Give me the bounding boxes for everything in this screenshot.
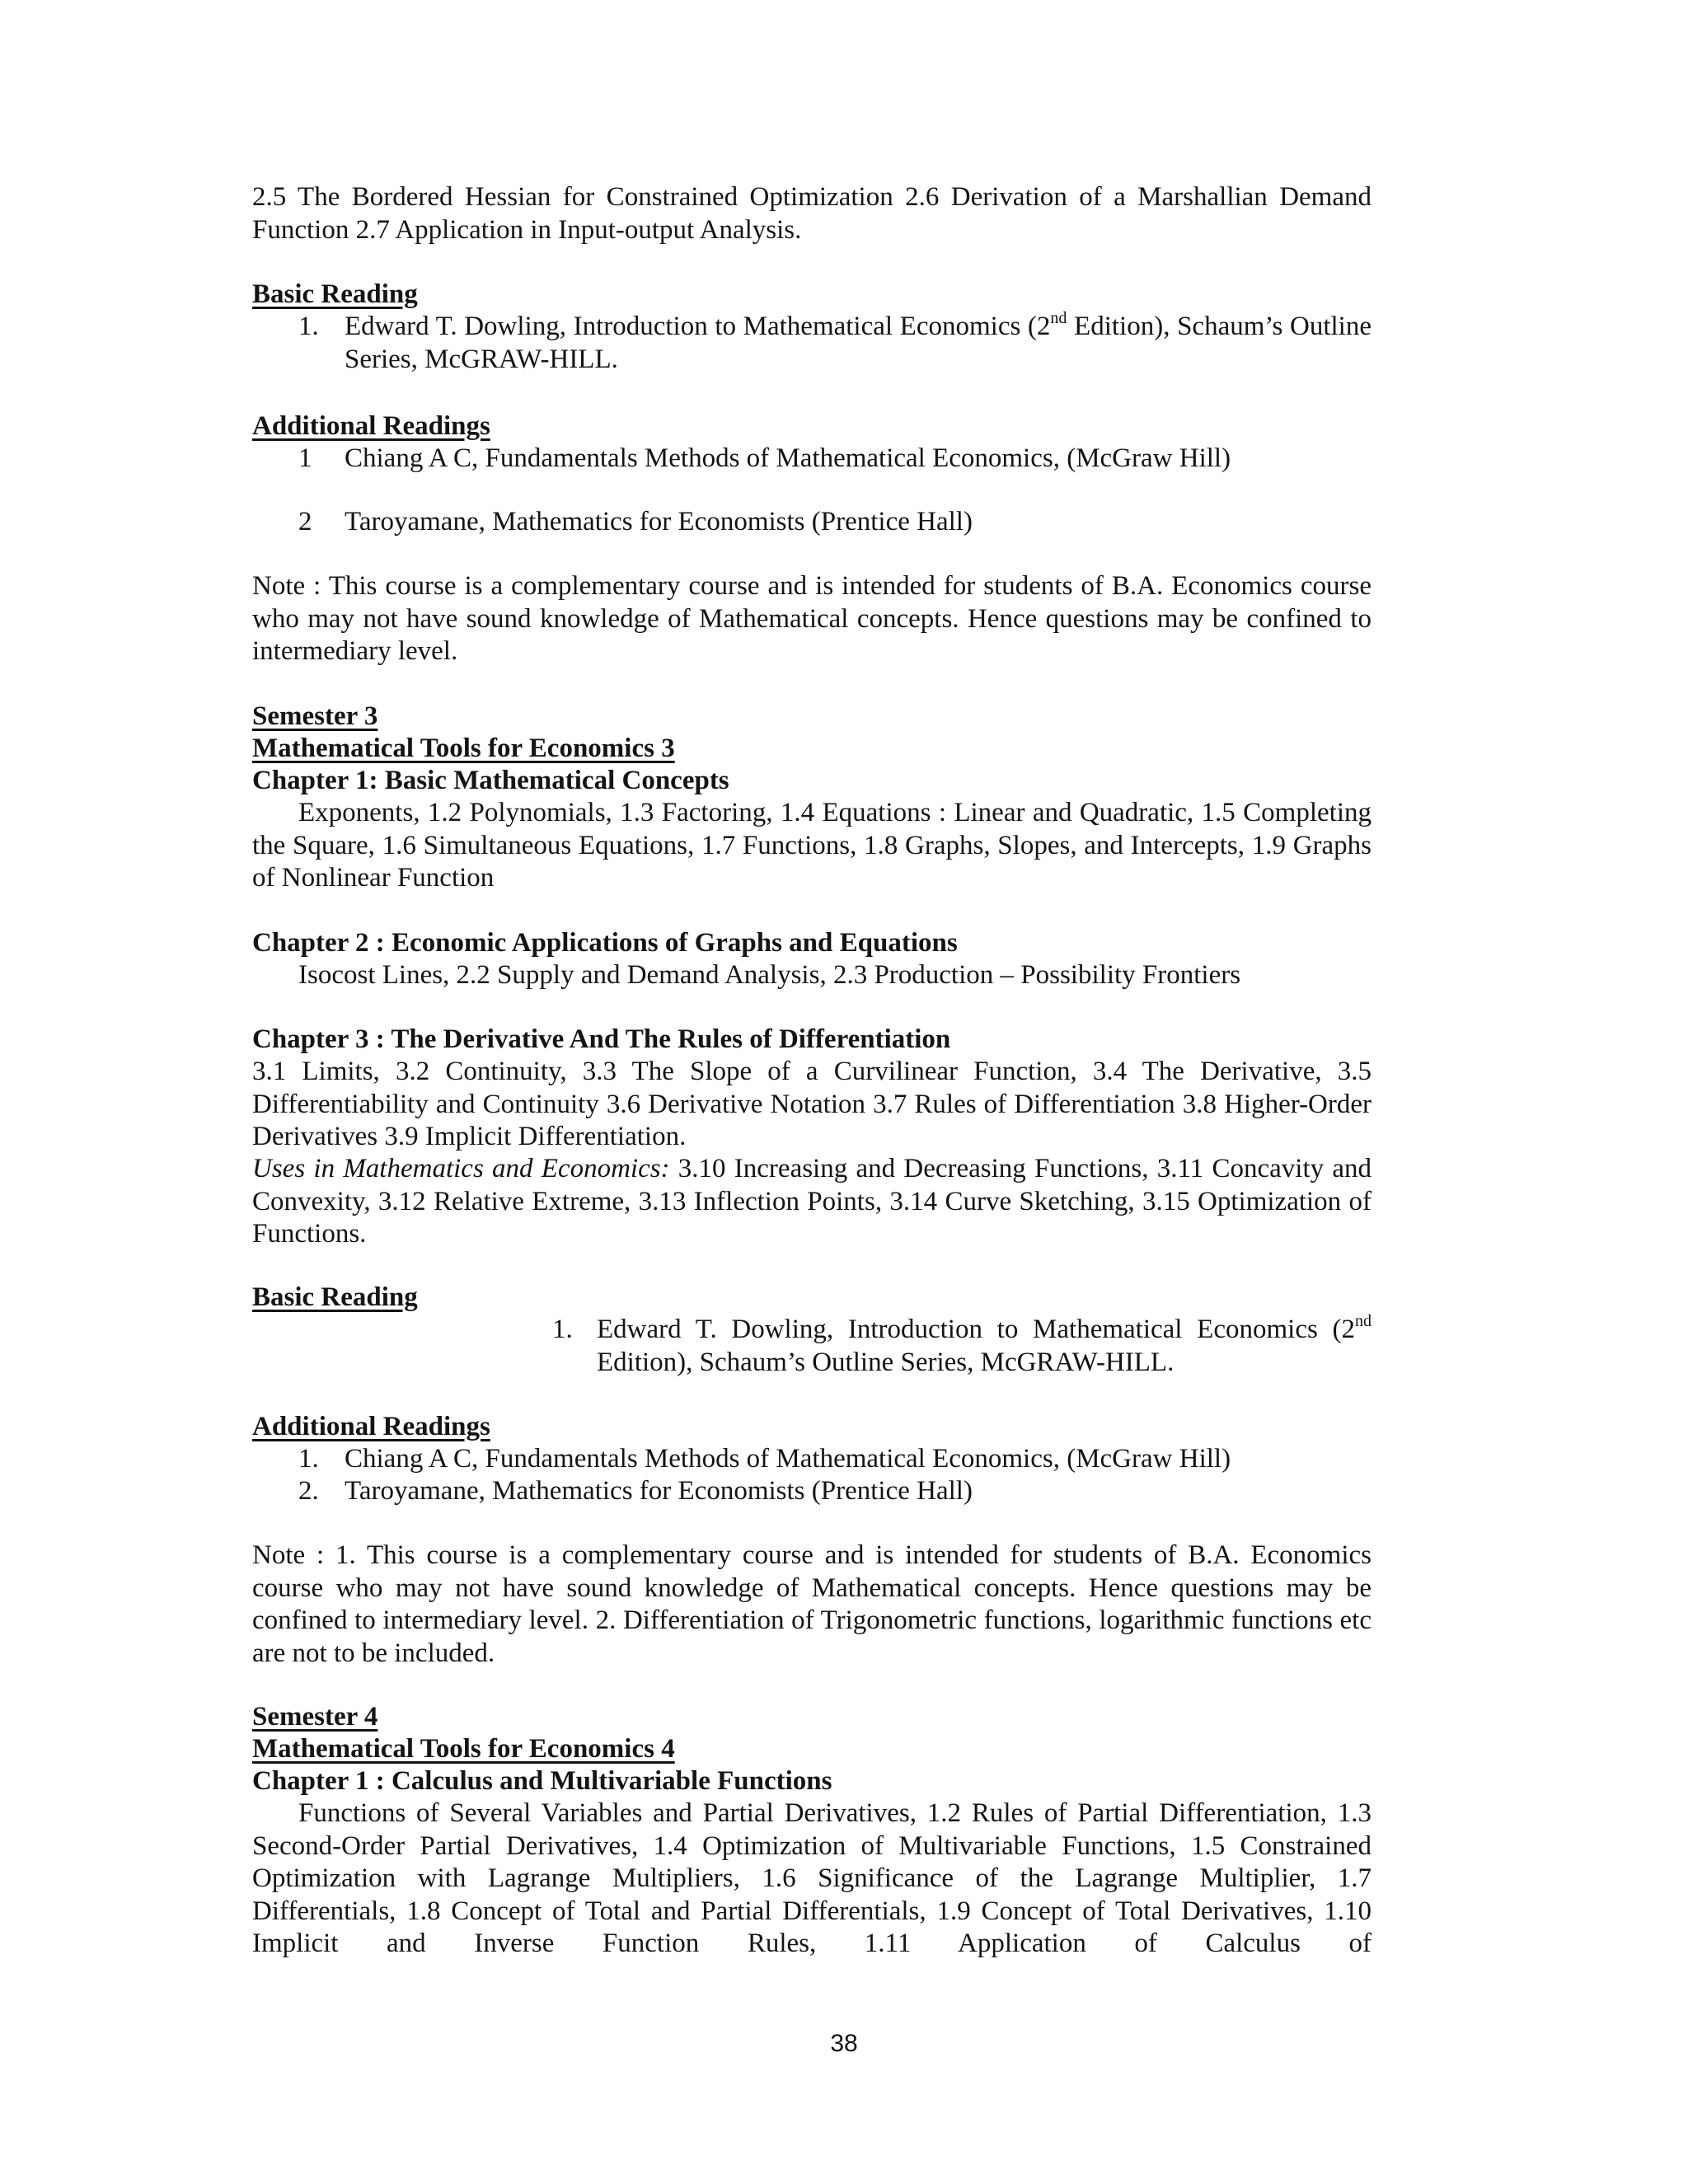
basic-reading-text-cont: Edition), Schaum’s Outline Series, McGRAW-HILL. [597,1347,1175,1377]
additional-readings-heading: Additional Readings [252,411,490,441]
additional-reading-item: Taroyamane, Mathematics for Economists (Prentice Hall) [345,1476,973,1506]
intro-paragraph: 2.5 The Bordered Hessian for Constrained Optimization 2.6 Derivation of a Marshallian Demand Function 2.7 Application in Input-output Analysis. [252,182,1372,245]
additional-reading-number: 1. [298,1444,319,1474]
chapter-content: Isocost Lines, 2.2 Supply and Demand Analysis, 2.3 Production – Possibility Frontiers [298,960,1241,990]
chapter-uses [252,1153,1372,1251]
semester-heading: Semester 3 [252,701,378,731]
basic-reading-heading: Basic Reading [252,1282,418,1312]
chapter-content: 3.1 Limits, 3.2 Continuity, 3.3 The Slope of a Curvilinear Function, 3.4 The Derivative, 3.5 Differentiability and Continuity 3.6 Derivative Notation 3.7 Rules of Differentiation 3.8 Higher-Order Derivatives 3.9 Implicit Differentiation. [252,1057,1372,1151]
additional-reading-number: 1 [298,443,312,473]
basic-reading-number: 1. [298,312,319,341]
course-title: Mathematical Tools for Economics 3 [252,733,675,763]
chapter-title: Chapter 1 : Calculus and Multivariable Functions [252,1766,832,1796]
basic-reading-heading: Basic Reading [252,279,418,309]
chapter-content: Functions of Several Variables and Partial Derivatives, 1.2 Rules of Partial Differentiation, 1.3 Second-Order Partial Derivatives, 1.4 Optimization of Multivariable Functions, 1.5 Constrained Optimization with Lagrange Multipliers, 1.6 Significance of the Lagrange Multiplier, 1.7 Differentials, 1.8 Concept of Total and Partial Differentials, 1.9 Concept of Total Derivatives, 1.10 Implicit and Inverse Function Rules, 1.11 Application of Calculus of [252,1798,1372,1958]
basic-reading-item [345,311,1372,376]
chapter-title: Chapter 1: Basic Mathematical Concepts [252,766,729,795]
superscript: nd [1355,1312,1372,1330]
course-note: Note : This course is a complementary course and is intended for students of B.A. Economics course who may not have sound knowledge of Mathematical concepts. Hence questions may be confined to intermediary level. [252,571,1372,666]
basic-reading-item [597,1314,1372,1379]
chapter-title: Chapter 3 : The Derivative And The Rules of Differentiation [252,1024,951,1054]
basic-reading-number: 1. [552,1315,573,1344]
chapter-content: Exponents, 1.2 Polynomials, 1.3 Factoring, 1.4 Equations : Linear and Quadratic, 1.5 Completing the Square, 1.6 Simultaneous Equations, 1.7 Functions, 1.8 Graphs, Slopes, and Intercepts, 1.9 Graphs of Nonlinear Function [252,798,1372,893]
additional-reading-item: Taroyamane, Mathematics for Economists (Prentice Hall) [345,507,973,537]
additional-readings-heading: Additional Readings [252,1412,490,1441]
additional-reading-number: 2 [298,507,312,537]
superscript: nd [1050,309,1067,327]
course-title: Mathematical Tools for Economics 4 [252,1734,675,1764]
basic-reading-text: Edward T. Dowling, Introduction to Mathematical Economics (2 [345,312,1051,341]
course-note: Note : 1. This course is a complementary course and is intended for students of B.A. Economics course who may not have sound knowledge of Mathematical concepts. Hence questions may be confined to intermediary level. 2. Differentiation of Trigonometric functions, logarithmic functions etc are not to be included. [252,1540,1372,1668]
uses-label: Uses in Mathematics and Economics: [252,1154,670,1183]
additional-reading-item: Chiang A C, Fundamentals Methods of Mathematical Economics, (McGraw Hill) [345,1444,1231,1474]
basic-reading-text: Edward T. Dowling, Introduction to Mathematical Economics (2 [597,1315,1355,1344]
chapter-title: Chapter 2 : Economic Applications of Graphs and Equations [252,928,958,958]
additional-reading-number: 2. [298,1476,319,1506]
basic-reading-text-cont: Edition), Schaum’s Outline Series, McGRAW-HILL. [345,312,1372,374]
semester-heading: Semester 4 [252,1702,378,1732]
additional-reading-item: Chiang A C, Fundamentals Methods of Mathematical Economics, (McGraw Hill) [345,443,1231,473]
uses-content: 3.10 Increasing and Decreasing Functions, 3.11 Concavity and Convexity, 3.12 Relative Extreme, 3.13 Inflection Points, 3.14 Curve Sketching, 3.15 Optimization of Functions. [252,1154,1372,1249]
page-number: 38 [830,2030,858,2057]
